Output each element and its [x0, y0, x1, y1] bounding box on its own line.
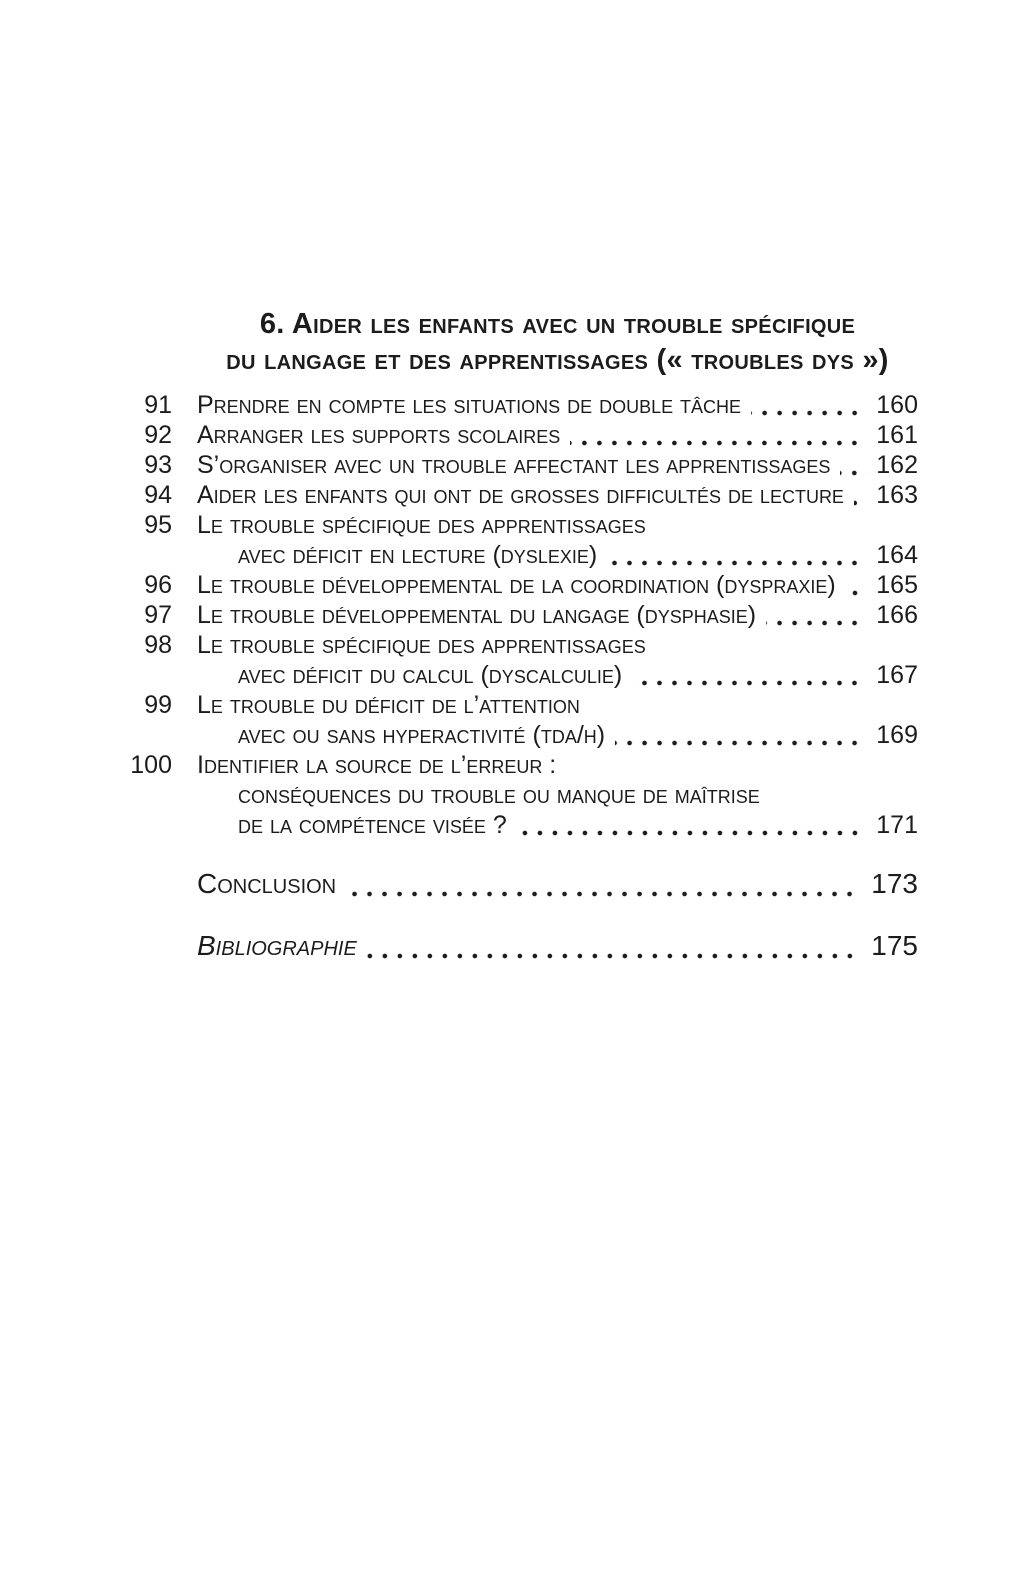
chapter-heading-line2: du langage et des apprentissages (« troubles dys »)	[226, 344, 889, 376]
entry-number: 93	[144, 451, 172, 479]
entry-title: Le trouble spécifique des apprentissages	[197, 511, 646, 539]
entry-title: Le trouble développemental du langage (dysphasie)	[197, 601, 757, 629]
entry-title: Aider les enfants qui ont de grosses difficultés de lecture	[197, 481, 844, 509]
dot-leader	[346, 891, 862, 897]
dot-leader	[615, 740, 867, 746]
toc-list	[130, 390, 918, 840]
page-number-conclusion: 173	[871, 868, 918, 899]
toc-row-91	[130, 390, 918, 420]
toc-row-98	[130, 630, 918, 660]
entry-number: 100	[130, 751, 172, 779]
entry-number: 92	[144, 421, 172, 449]
toc-row-95-cont1	[130, 540, 918, 570]
entry-title: Le trouble spécifique des apprentissages	[197, 631, 646, 659]
dot-leader	[367, 953, 862, 959]
dot-leader	[751, 410, 867, 416]
entry-number: 97	[144, 601, 172, 629]
dot-leader	[570, 440, 867, 446]
toc-row-97	[130, 600, 918, 630]
toc-row-99	[130, 690, 918, 720]
toc-row-100-cont1	[130, 780, 918, 810]
page-number: 166	[876, 601, 918, 629]
entry-title: avec déficit du calcul (dyscalculie)	[238, 661, 623, 689]
toc-row-92	[130, 420, 918, 450]
dot-leader	[846, 590, 868, 596]
entry-title: conséquences du trouble ou manque de maîtrise	[238, 781, 760, 809]
entry-title: avec déficit en lecture (dyslexie)	[238, 541, 598, 569]
entry-number: 98	[144, 631, 172, 659]
page-number: 162	[876, 451, 918, 479]
page-number: 161	[876, 421, 918, 449]
entry-number: 99	[144, 691, 172, 719]
dot-leader	[766, 620, 867, 626]
toc-row-100-cont2	[130, 810, 918, 840]
dot-leader	[607, 560, 867, 566]
entry-title: S’organiser avec un trouble affectant les apprentissages	[197, 451, 831, 479]
entry-number: 95	[144, 511, 172, 539]
toc-row-conclusion	[130, 866, 918, 902]
toc-row-100	[130, 750, 918, 780]
toc-content	[130, 306, 918, 964]
toc-row-96	[130, 570, 918, 600]
page-number: 171	[876, 811, 918, 839]
entry-number: 91	[144, 391, 172, 419]
entry-title: Le trouble du déficit de l’attention	[197, 691, 580, 719]
toc-row-95	[130, 510, 918, 540]
page-number: 165	[876, 571, 918, 599]
dot-leader	[840, 470, 867, 476]
dot-leader	[632, 680, 867, 686]
page-number: 164	[876, 541, 918, 569]
page-number: 163	[876, 481, 918, 509]
section-label-bibliographie: Bibliographie	[197, 930, 357, 961]
toc-row-93	[130, 450, 918, 480]
page-number-bibliographie: 175	[871, 930, 918, 961]
page-number: 167	[876, 661, 918, 689]
section-label-conclusion: Conclusion	[197, 868, 337, 899]
toc-row-bibliographie	[130, 928, 918, 964]
dot-leader	[854, 500, 867, 506]
toc-row-98-cont1	[130, 660, 918, 690]
entry-title: Le trouble développemental de la coordination (dyspraxie)	[197, 571, 836, 599]
dot-leader	[517, 830, 868, 836]
entry-title: Arranger les supports scolaires	[197, 421, 561, 449]
entry-title: de la compétence visée ?	[238, 811, 507, 839]
chapter-heading	[197, 306, 918, 378]
entry-title: Prendre en compte les situations de double tâche	[197, 391, 742, 419]
entry-number: 96	[144, 571, 172, 599]
page-number: 160	[876, 391, 918, 419]
toc-row-99-cont1	[130, 720, 918, 750]
entry-title: Identifier la source de l’erreur :	[197, 751, 557, 779]
toc-row-94	[130, 480, 918, 510]
entry-title: avec ou sans hyperactivité (tda/h)	[238, 721, 606, 749]
entry-number: 94	[144, 481, 172, 509]
page-number: 169	[876, 721, 918, 749]
chapter-heading-line1: 6. Aider les enfants avec un trouble spécifique	[259, 308, 856, 340]
